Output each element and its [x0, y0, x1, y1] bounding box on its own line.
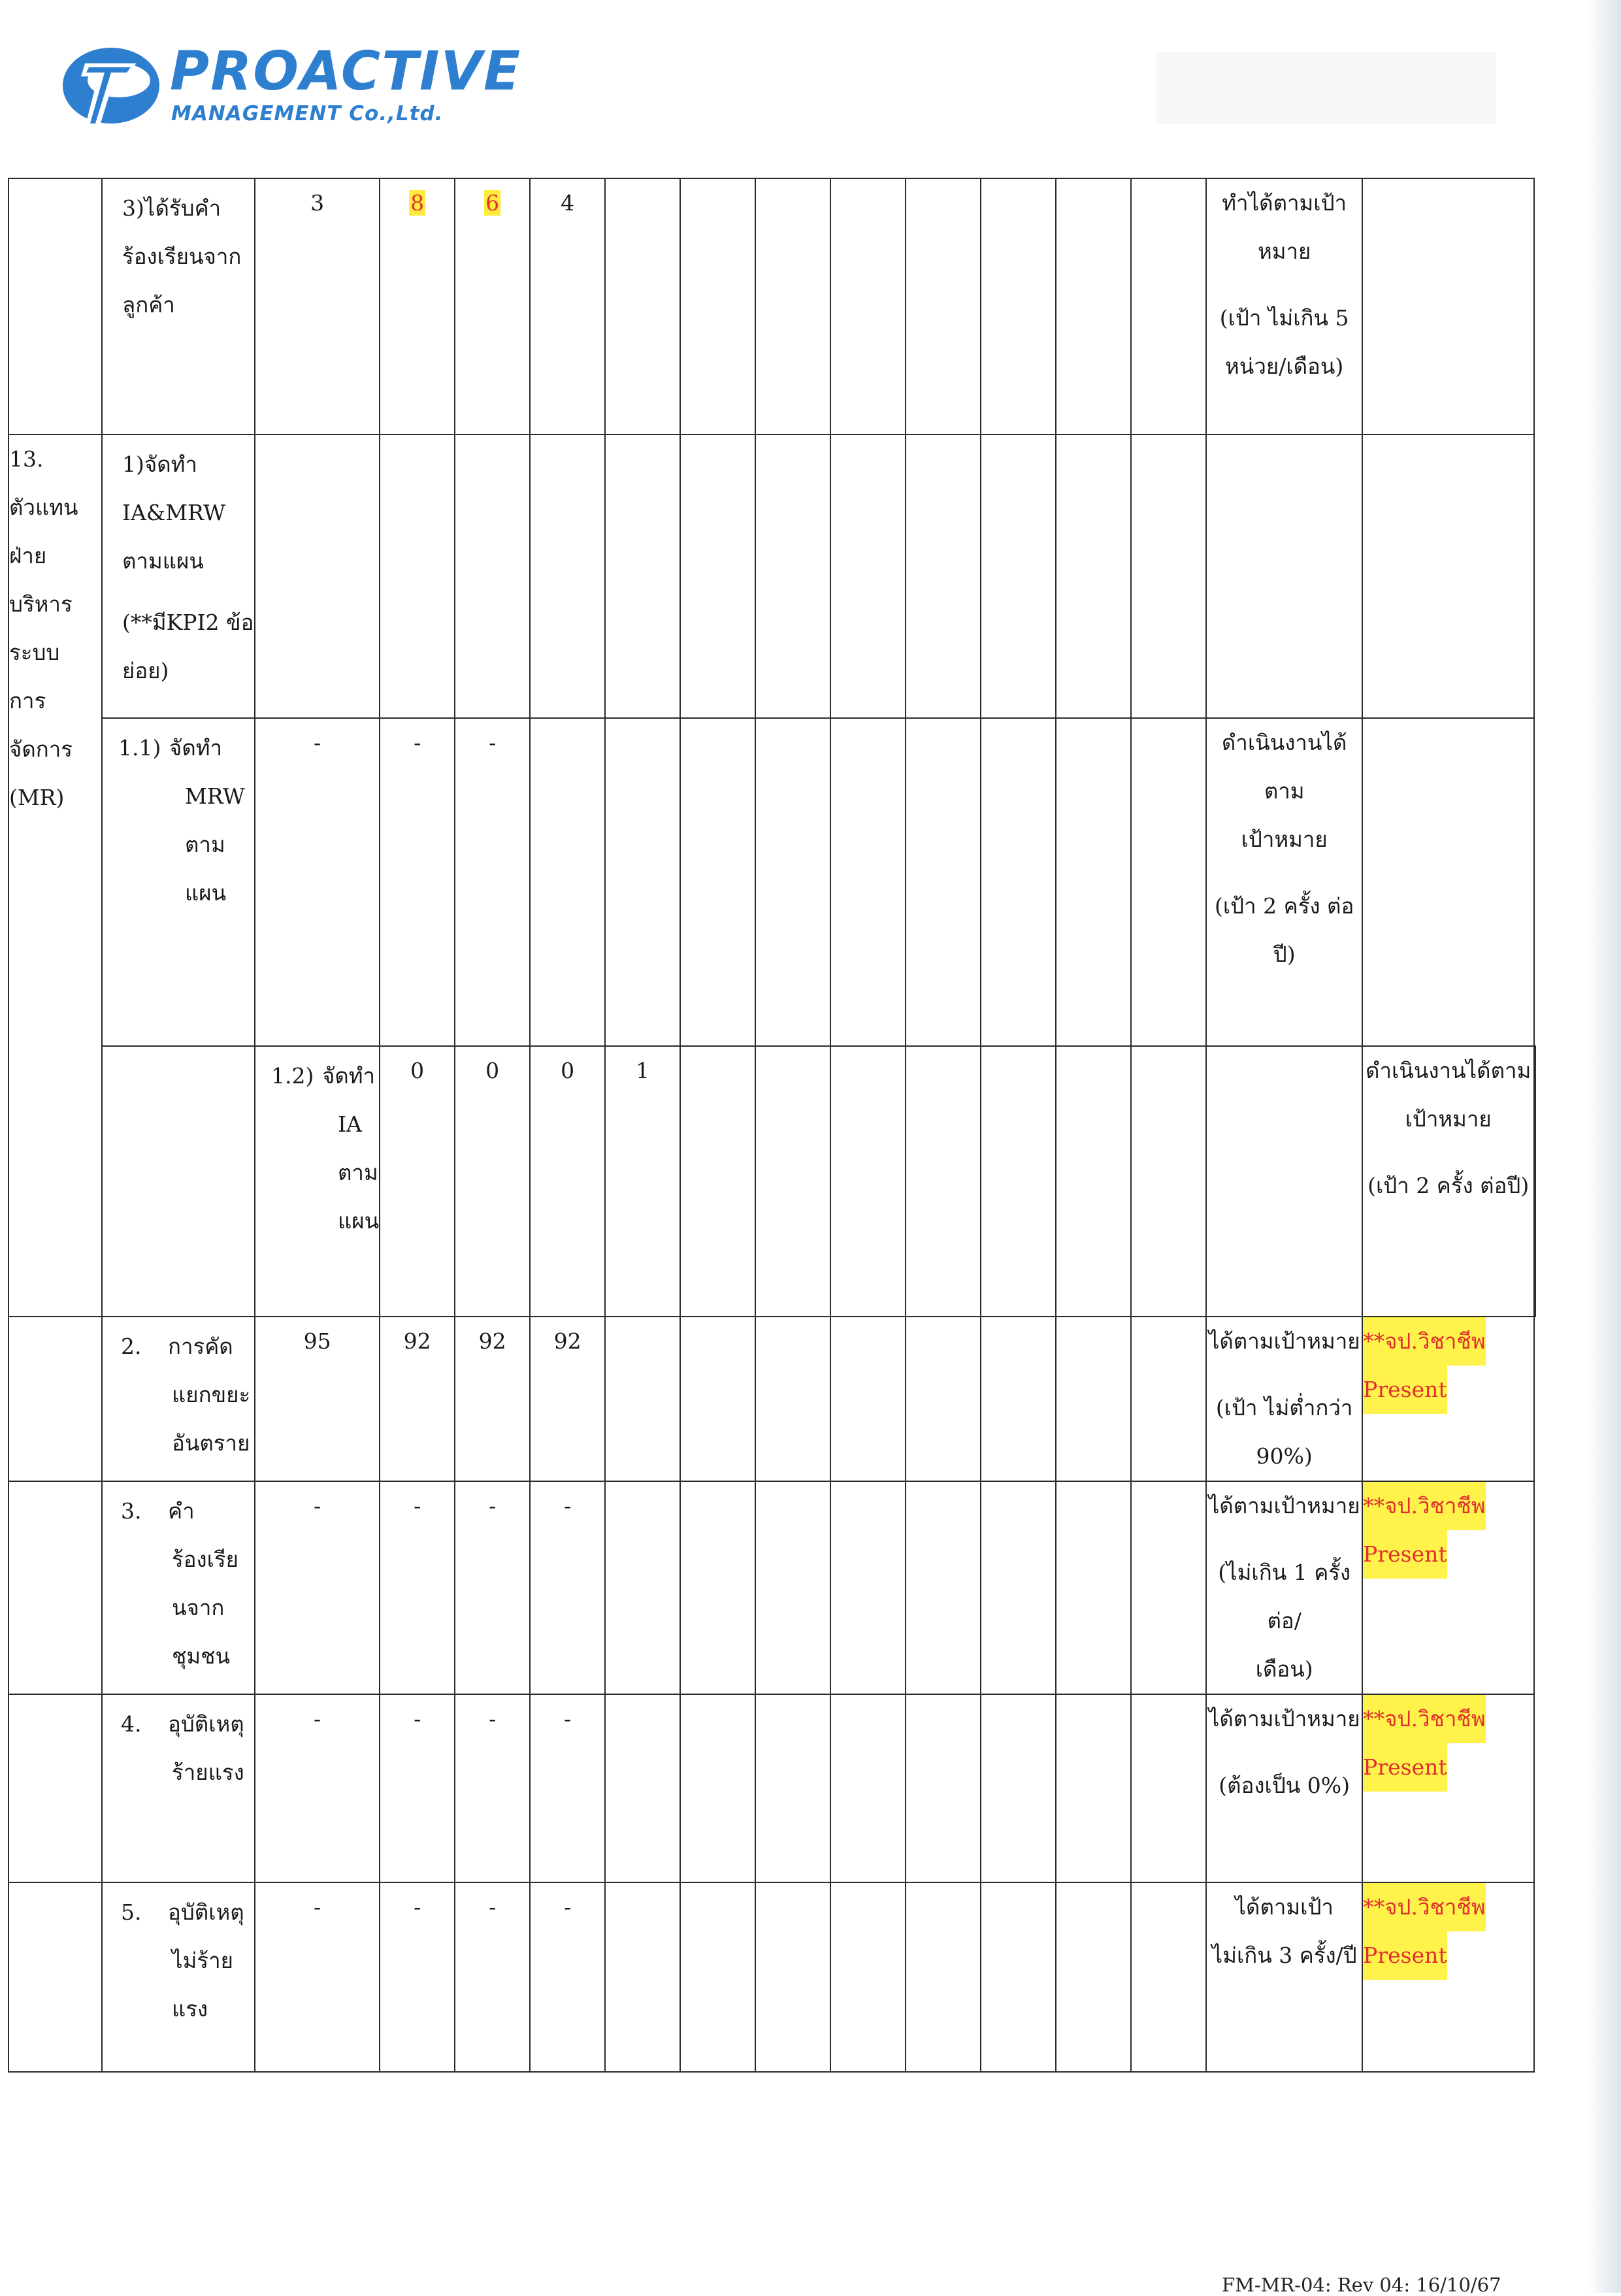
value-cell: - — [530, 1481, 605, 1694]
faded-stamp-area — [1156, 52, 1496, 124]
value-cell: 92 — [530, 1317, 605, 1481]
status-cell: ได้ตามเป้าหมาย (เป้า ไม่ต่ำกว่า 90%) — [1206, 1317, 1362, 1481]
value-cell: - — [530, 1694, 605, 1882]
value-cell: - — [255, 1694, 380, 1882]
value-cell: - — [455, 1481, 530, 1694]
value-cell: - — [380, 1882, 455, 2072]
note-cell — [1362, 178, 1534, 435]
value-cell: - — [380, 718, 455, 1046]
value-cell: 8 — [380, 178, 455, 435]
kpi-label: 4. อุบัติเหตุ ร้ายแรง — [102, 1694, 255, 1882]
section-cell — [8, 178, 102, 435]
present-note: **จป.วิชาชีพ — [1363, 1317, 1485, 1366]
value-cell: - — [455, 1882, 530, 2072]
value-cell: - — [380, 1694, 455, 1882]
kpi-table — [8, 178, 1536, 2073]
status-cell: ได้ตามเป้า ไม่เกิน 3 ครั้ง/ปี — [1206, 1882, 1362, 2072]
table-row — [8, 178, 1535, 435]
section-cell — [8, 1481, 102, 1694]
present-note: **จป.วิชาชีพ — [1363, 1883, 1485, 1931]
note-cell — [1362, 1481, 1534, 1694]
value-cell: - — [455, 718, 530, 1046]
status-cell: ได้ตามเป้าหมาย (ต้องเป็น 0%) — [1206, 1694, 1362, 1882]
present-label: Present — [1363, 1743, 1447, 1792]
status-cell: ได้ตามเป้าหมาย (ไม่เกิน 1 ครั้ง ต่อ/ เดือน) — [1206, 1481, 1362, 1694]
table-row — [8, 1481, 1535, 1694]
note-cell — [1362, 718, 1534, 1046]
kpi-label: 3)ได้รับคำ ร้องเรียนจาก ลูกค้า — [102, 178, 255, 435]
value-cell: 95 — [255, 1317, 380, 1481]
value-cell: - — [455, 1694, 530, 1882]
logo-text-management: MANAGEMENT Co.,Ltd. — [171, 102, 444, 125]
value-cell: 0 — [530, 1046, 605, 1317]
proactive-logo-icon — [59, 36, 170, 134]
section-cell — [102, 1046, 255, 1317]
section-13-label: 13. ตัวแทน ฝ่าย บริหาร ระบบ การ จัดการ (MR) — [8, 435, 102, 1317]
section-cell — [8, 1694, 102, 1882]
kpi-label: 5. อุบัติเหตุ ไม่ร้ายแรง — [102, 1882, 255, 2072]
present-label: Present — [1363, 1931, 1447, 1980]
present-label: Present — [1363, 1530, 1447, 1579]
company-logo — [59, 36, 521, 134]
value-cell: 92 — [455, 1317, 530, 1481]
value-cell: 0 — [380, 1046, 455, 1317]
present-label: Present — [1363, 1366, 1447, 1414]
note-cell — [1362, 1882, 1534, 2072]
kpi-label: 1.1) จัดทำ MRW ตาม แผน — [102, 718, 255, 1046]
form-code-footer: FM-MR-04: Rev 04: 16/10/67 — [1222, 2274, 1501, 2296]
table-row — [8, 1882, 1535, 2072]
note-cell — [1362, 435, 1534, 718]
note-cell — [1534, 1046, 1535, 1317]
value-cell: 6 — [455, 178, 530, 435]
value-cell: 1 — [605, 1046, 680, 1317]
status-cell: ดำเนินงานได้ตาม เป้าหมาย (เป้า 2 ครั้ง ต่อปี) — [1362, 1046, 1534, 1317]
value-cell: 4 — [530, 178, 605, 435]
section-cell — [8, 1317, 102, 1481]
note-cell — [1362, 1694, 1534, 1882]
section-cell — [8, 1882, 102, 2072]
value-cell: 3 — [255, 178, 380, 435]
value-cell: - — [530, 1882, 605, 2072]
value-cell: - — [380, 1481, 455, 1694]
value-cell — [530, 718, 605, 1046]
kpi-label: 2. การคัด แยกขยะ อันตราย — [102, 1317, 255, 1481]
value-cell: - — [255, 1481, 380, 1694]
value-cell: - — [255, 1882, 380, 2072]
value-cell: - — [255, 718, 380, 1046]
page-edge-shade — [1588, 0, 1621, 2293]
value-cell: 0 — [455, 1046, 530, 1317]
table-row — [8, 1694, 1535, 1882]
value-cell: 92 — [380, 1317, 455, 1481]
note-cell — [1362, 1317, 1534, 1481]
kpi-label: 1)จัดทำ IA&MRW ตามแผน (**มีKPI2 ข้อ ย่อย) — [102, 435, 255, 718]
kpi-label: 1.2) จัดทำ IA ตาม แผน — [255, 1046, 380, 1317]
table-row — [8, 435, 1535, 718]
present-note: **จป.วิชาชีพ — [1363, 1482, 1485, 1530]
present-note: **จป.วิชาชีพ — [1363, 1695, 1485, 1743]
table-row — [8, 1046, 1535, 1317]
logo-text-proactive: PROACTIVE — [170, 41, 521, 103]
status-cell — [1206, 435, 1362, 718]
status-cell: ดำเนินงานได้ตาม เป้าหมาย (เป้า 2 ครั้ง ต่อปี) — [1206, 718, 1362, 1046]
table-row — [8, 718, 1535, 1046]
status-cell: ทำได้ตามเป้าหมาย (เป้า ไม่เกิน 5 หน่วย/เดือน) — [1206, 178, 1362, 435]
kpi-label: 3. คำ ร้องเรีย นจาก ชุมชน — [102, 1481, 255, 1694]
table-row — [8, 1317, 1535, 1481]
